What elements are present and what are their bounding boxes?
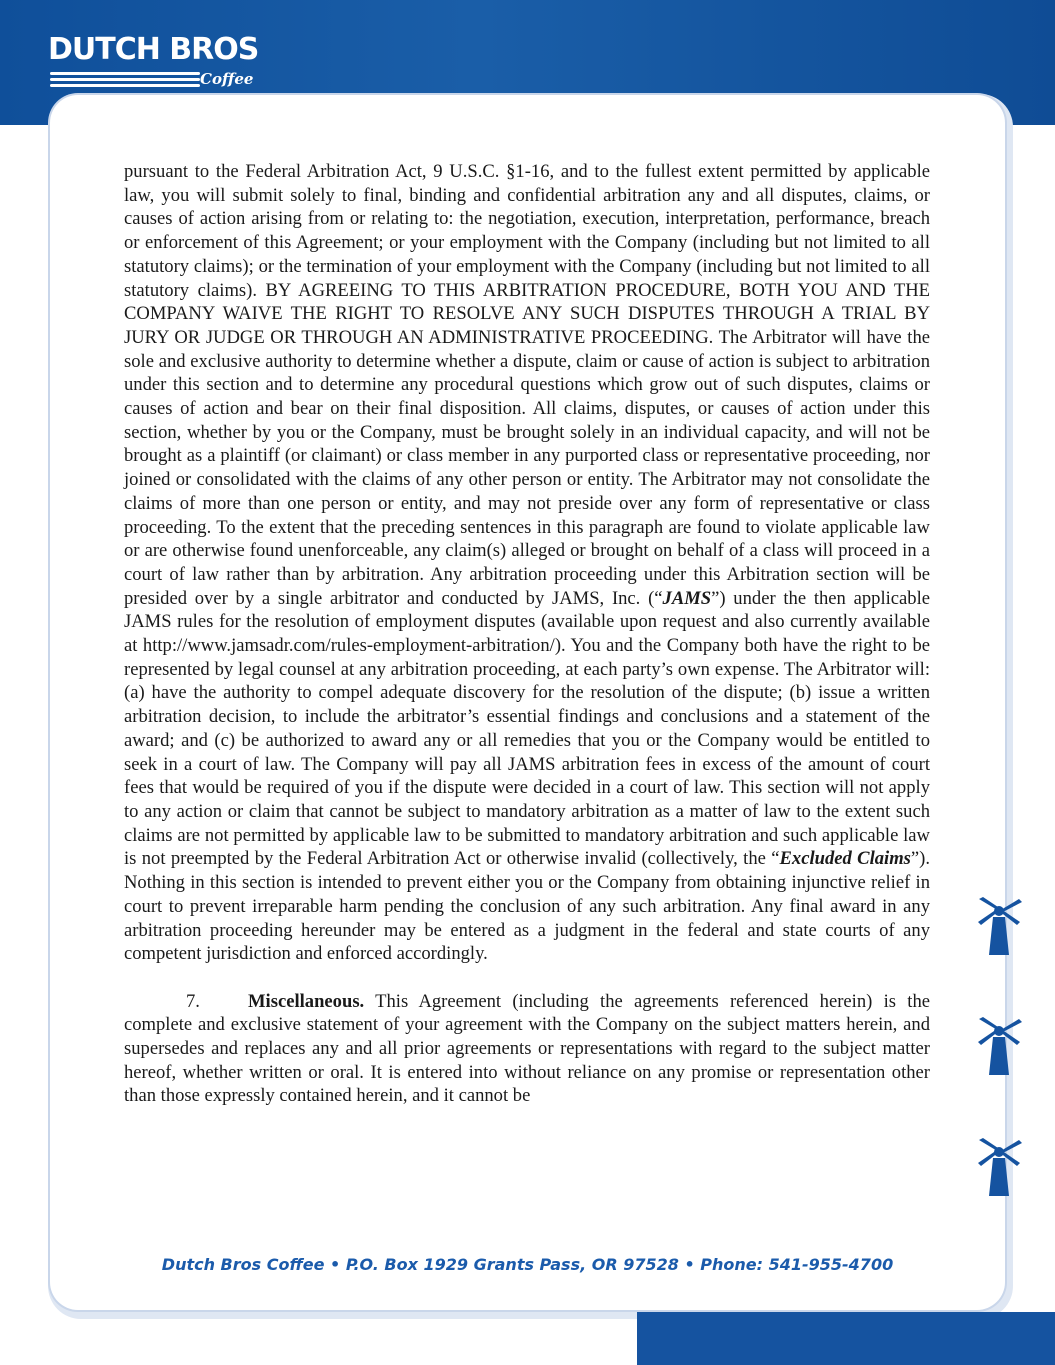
logo-stripe [50, 84, 200, 87]
windmill-icon [975, 1138, 1023, 1198]
windmill-icon [975, 1017, 1023, 1077]
logo-stripe [50, 72, 200, 75]
logo-wordmark: DUTCH BROS [48, 32, 259, 67]
miscellaneous-paragraph [124, 990, 930, 1109]
logo-stripe [50, 78, 200, 81]
paragraph-text: ”) under the then applicable JAMS rules for the resolution of employment disputes (available upon request and also currently available at http://www.jamsadr.com/rules-employment-arbitration/). You and the Company both have the right to be represented by legal counsel at any arbitration proceeding, at each party’s own expense. The Arbitrator will: (a) have the authority to compel adequate discovery for the resolution of the dispute; (b) issue a written arbitration decision, to include the arbitrator’s essential findings and conclusions and a statement of the award; and (c) be authorized to award any or all remedies that you or the Company would be entitled to seek in a court of law. The Company will pay all JAMS arbitration fees in excess of the amount of court fees that would be required of you if the dispute were decided in a court of law. This section will not apply to any action or claim that cannot be subject to mandatory arbitration as a matter of law to the extent such claims are not permitted by applicable law to be submitted to mandatory arbitration and such applicable law is not preempted by the Federal Arbitration Act or otherwise invalid (collectively, the “ [124, 587, 930, 870]
document-body [124, 160, 930, 1108]
section-text: This Agreement (including the agreements referenced herein) is the complete and exclusive statement of your agreement with the Company on the subject matters herein, and supersedes and replaces any and all prior agreements or representations with regard to the subject matter hereof, whether written or oral. It is entered into without reliance on any promise or representation other than those expressly contained herein, and it cannot be [124, 990, 930, 1107]
footer-band [637, 1312, 1055, 1365]
section-heading: Miscellaneous. [248, 990, 365, 1012]
section-number: 7. [186, 990, 200, 1012]
arbitration-paragraph [124, 160, 930, 966]
dutch-bros-logo [48, 30, 258, 100]
paragraph-text: ”). Nothing in this section is intended to prevent either you or the Company from obtaining injunctive relief in court to prevent irreparable harm pending the conclusion of any such arbitration. Any final award in any arbitration proceeding hereunder may be entered as a judgment in the federal and state courts of any competent jurisdiction and enforced accordingly. [124, 848, 930, 965]
paragraph-text: pursuant to the Federal Arbitration Act, 9 U.S.C. §1-16, and to the fullest extent permitted by applicable law, you will submit solely to final, binding and confidential arbitration any and all disputes, claims, or causes of action arising from or relating to: the negotiation, execution, interpretation, performance, breach or enforcement of this Agreement; or your employment with the Company (including but not limited to all statutory claims); or the termination of your employment with the Company (including but not limited to all statutory claims). BY AGREEING TO THIS ARBITRATION PROCEDURE, BOTH YOU AND THE COMPANY WAIVE THE RIGHT TO RESOLVE ANY SUCH DISPUTES THROUGH A TRIAL BY JURY OR JUDGE OR THROUGH AN ADMINISTRATIVE PROCEEDING. The Arbitrator will have the sole and exclusive authority to determine whether a dispute, claim or cause of action is subject to arbitration under this section and to determine any procedural questions which grow out of such disputes, claims or causes of action and bear on their final disposition. All claims, disputes, or causes of action under this section, whether by you or the Company, must be brought solely in an individual capacity, and will not be brought as a plaintiff (or claimant) or class member in any purported class or representative proceeding, nor joined or consolidated with the claims of any other person or entity. The Arbitrator may not consolidate the claims of more than one person or entity, and may not preside over any form of representative or class proceeding. To the extent that the preceding sentences in this paragraph are found to violate applicable law or are otherwise found unenforceable, any claim(s) alleged or brought on behalf of a class will proceed in a court of law rather than by arbitration. Any arbitration proceeding under this Arbitration section will be presided over by a single arbitrator and conducted by JAMS, Inc. (“ [124, 161, 930, 609]
defined-term-excluded-claims: Excluded Claims [779, 848, 911, 870]
footer-address: Dutch Bros Coffee • P.O. Box 1929 Grants Pass, OR 97528 • Phone: 541-955-4700 [161, 1255, 894, 1274]
defined-term-jams: JAMS [662, 587, 712, 609]
windmill-icon [975, 897, 1023, 957]
logo-coffee-script: Coffee [200, 70, 254, 88]
